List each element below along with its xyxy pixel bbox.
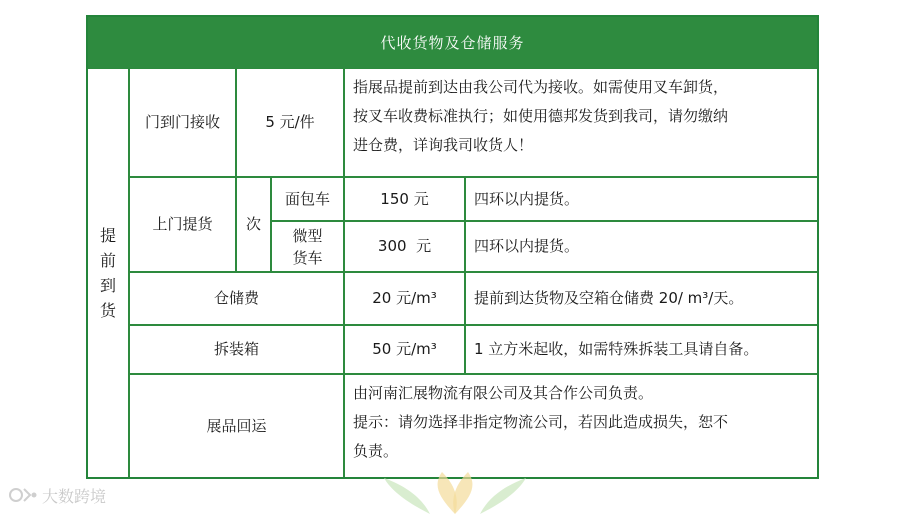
storage-label: 仓储费 [130,273,343,324]
mini-truck-price: 300 元 [345,222,464,271]
watermark-logo-icon [8,486,38,504]
note-line: 负责。 [353,442,399,460]
van-price: 150 元 [345,178,464,220]
category-char: 提 [99,226,116,245]
storage-note: 提前到达货物及空箱仓储费 20/ m³/天。 [466,273,817,324]
vehicle-mini-truck [272,222,343,271]
watermark-text: 大数跨境 [42,486,107,506]
note-line: 由河南汇展物流有限公司及其合作公司负责。 [353,384,654,402]
category-char: 到 [99,276,116,295]
note-line: 进仓费，详询我司收货人！ [353,136,534,154]
return-label: 展品回运 [130,375,343,477]
category-char: 货 [99,301,116,320]
unpacking-price: 50 元/m³ [345,326,464,373]
pickup-label: 上门提货 [130,178,235,271]
mini-truck-note: 四环以内提货。 [466,222,817,271]
door-to-door-price: 5 元/件 [237,69,343,176]
note-line: 按叉车收费标准执行；如使用德邦发货到我司，请勿缴纳 [353,107,729,125]
door-to-door-label: 门到门接收 [130,69,235,176]
note-line: 指展品提前到达由我公司代为接收。如需使用叉车卸货， [353,78,729,96]
return-note [345,375,817,477]
pickup-unit: 次 [237,178,270,271]
unpacking-note: 1 立方米起收，如需特殊拆装工具请自备。 [466,326,817,373]
table-title: 代收货物及仓储服务 [88,17,817,68]
unpacking-label: 拆装箱 [130,326,343,373]
storage-price: 20 元/m³ [345,273,464,324]
vehicle-line: 微型 [292,226,323,245]
vehicle-line: 货车 [292,248,323,267]
vehicle-van: 面包车 [272,178,343,220]
van-note: 四环以内提货。 [466,178,817,220]
watermark [8,484,106,506]
category-cell [88,69,128,477]
note-line: 提示：请勿选择非指定物流公司，若因此造成损失，恕不 [353,413,729,431]
service-table [86,15,819,479]
door-to-door-note [345,69,817,176]
category-char: 前 [99,251,116,270]
